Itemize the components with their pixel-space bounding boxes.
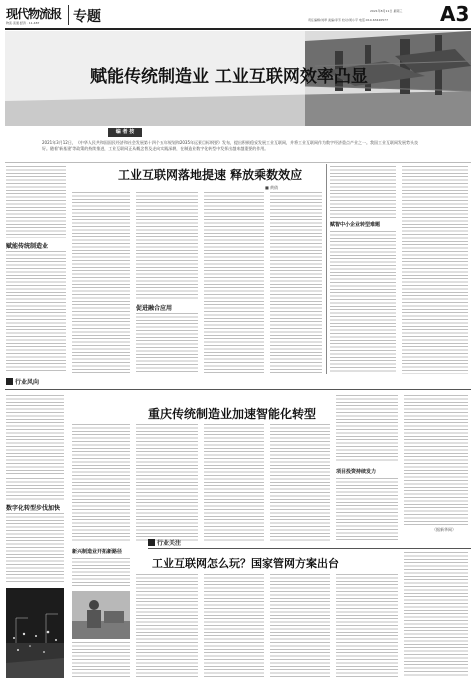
tag-industry-watch: 行业风向 — [15, 379, 40, 386]
article3-title: 工业互联网怎么玩？国家管网方案出台 — [152, 557, 339, 570]
intro-text: 2021年3月12日，《中华人民共和国国民经济和社会发展第十四个五年规划和2035年远景目标纲要》发布，提出积极稳妥发展工业互联网，并将工业互联网作为数字经济重点产业之一。我国工业互联网发展势头良好。随着'新基建'等政策的持续推进，工业互联网正从概念普及走向实践深耕，在制造业数字化转型中发挥出越来越重要的作用。 — [42, 140, 418, 152]
subhead-manufacturing: 赋能传统制造业 — [6, 243, 49, 250]
intro-tag — [108, 128, 142, 137]
article2-credit: （据新华网） — [432, 527, 456, 532]
hero-title: 赋能传统制造业 工业互联网效率凸显 — [90, 67, 368, 87]
article3-col5 — [404, 552, 468, 678]
article2-left — [6, 395, 64, 475]
article2-col5 — [336, 395, 398, 463]
article3-col3 — [270, 574, 330, 678]
subhead-digital: 数字化转型步伐加快 — [6, 505, 61, 512]
section-divider — [68, 5, 69, 25]
article3-col0b — [72, 642, 130, 678]
masthead — [0, 0, 476, 30]
page-number: A3 — [440, 2, 470, 26]
hero-photo — [5, 31, 471, 126]
article2-col5b — [336, 478, 398, 542]
subhead-integration: 促进融合应用 — [136, 305, 173, 312]
harbor-photo — [6, 588, 64, 678]
subhead-sme: 赋智中小企业转型难题 — [330, 222, 381, 228]
article2-col2 — [136, 424, 198, 542]
article1-col2b — [136, 313, 198, 374]
right-col-text — [330, 231, 396, 374]
section-name: 专题 — [73, 9, 101, 25]
newspaper-logo: 现代物流报 — [6, 7, 62, 21]
vertical-divider — [326, 164, 327, 374]
logo-subline: 物流·流通·经济 · 11-487 — [6, 21, 40, 25]
article2-left-c — [6, 513, 64, 583]
article1-col1 — [72, 192, 130, 374]
article2-col3 — [204, 424, 264, 542]
article2-left-b — [6, 478, 64, 500]
contact-line: 责任编辑/刘翠 美编/李芳 校对/周小平 电话:010-63420577 — [308, 18, 388, 22]
article3-col0 — [72, 558, 130, 588]
left-column-text-2 — [6, 251, 66, 371]
tag-marker-2 — [148, 539, 155, 546]
tag-marker — [6, 378, 13, 385]
intro-tag-label: 编 者 按 — [115, 129, 135, 135]
article1-byline: ■ 黄倩 — [265, 185, 279, 190]
tag-industry-focus: 行业关注 — [157, 540, 182, 547]
article2-col1 — [72, 424, 130, 542]
article1-col2 — [136, 192, 198, 300]
subhead-investment: 项目投资持续发力 — [336, 469, 377, 475]
article1-title: 工业互联网落地提速 释放乘数效应 — [118, 168, 303, 182]
worker-photo — [72, 591, 130, 639]
article2-col4 — [270, 424, 330, 542]
article3-col1 — [136, 574, 198, 678]
section-rule-2 — [148, 548, 471, 549]
article2-col6 — [404, 395, 468, 525]
port-illustration — [6, 588, 64, 678]
right-col-top — [330, 166, 396, 220]
date-line: 2021年8月11日 星期三 — [370, 9, 403, 13]
subhead-new-manufacturing: 新兴制造业开拓新路径 — [72, 549, 123, 555]
masthead-rule — [5, 28, 471, 30]
column-divider — [5, 162, 471, 163]
left-column-text — [6, 166, 66, 238]
section-rule — [5, 389, 471, 390]
worker-illustration — [72, 591, 130, 639]
article2-title: 重庆传统制造业加速智能化转型 — [148, 407, 317, 421]
article3-col2 — [204, 574, 264, 678]
article3-col4 — [336, 574, 398, 678]
article1-col3 — [204, 192, 264, 374]
article1-col4 — [270, 192, 322, 374]
far-right-col — [402, 166, 468, 374]
